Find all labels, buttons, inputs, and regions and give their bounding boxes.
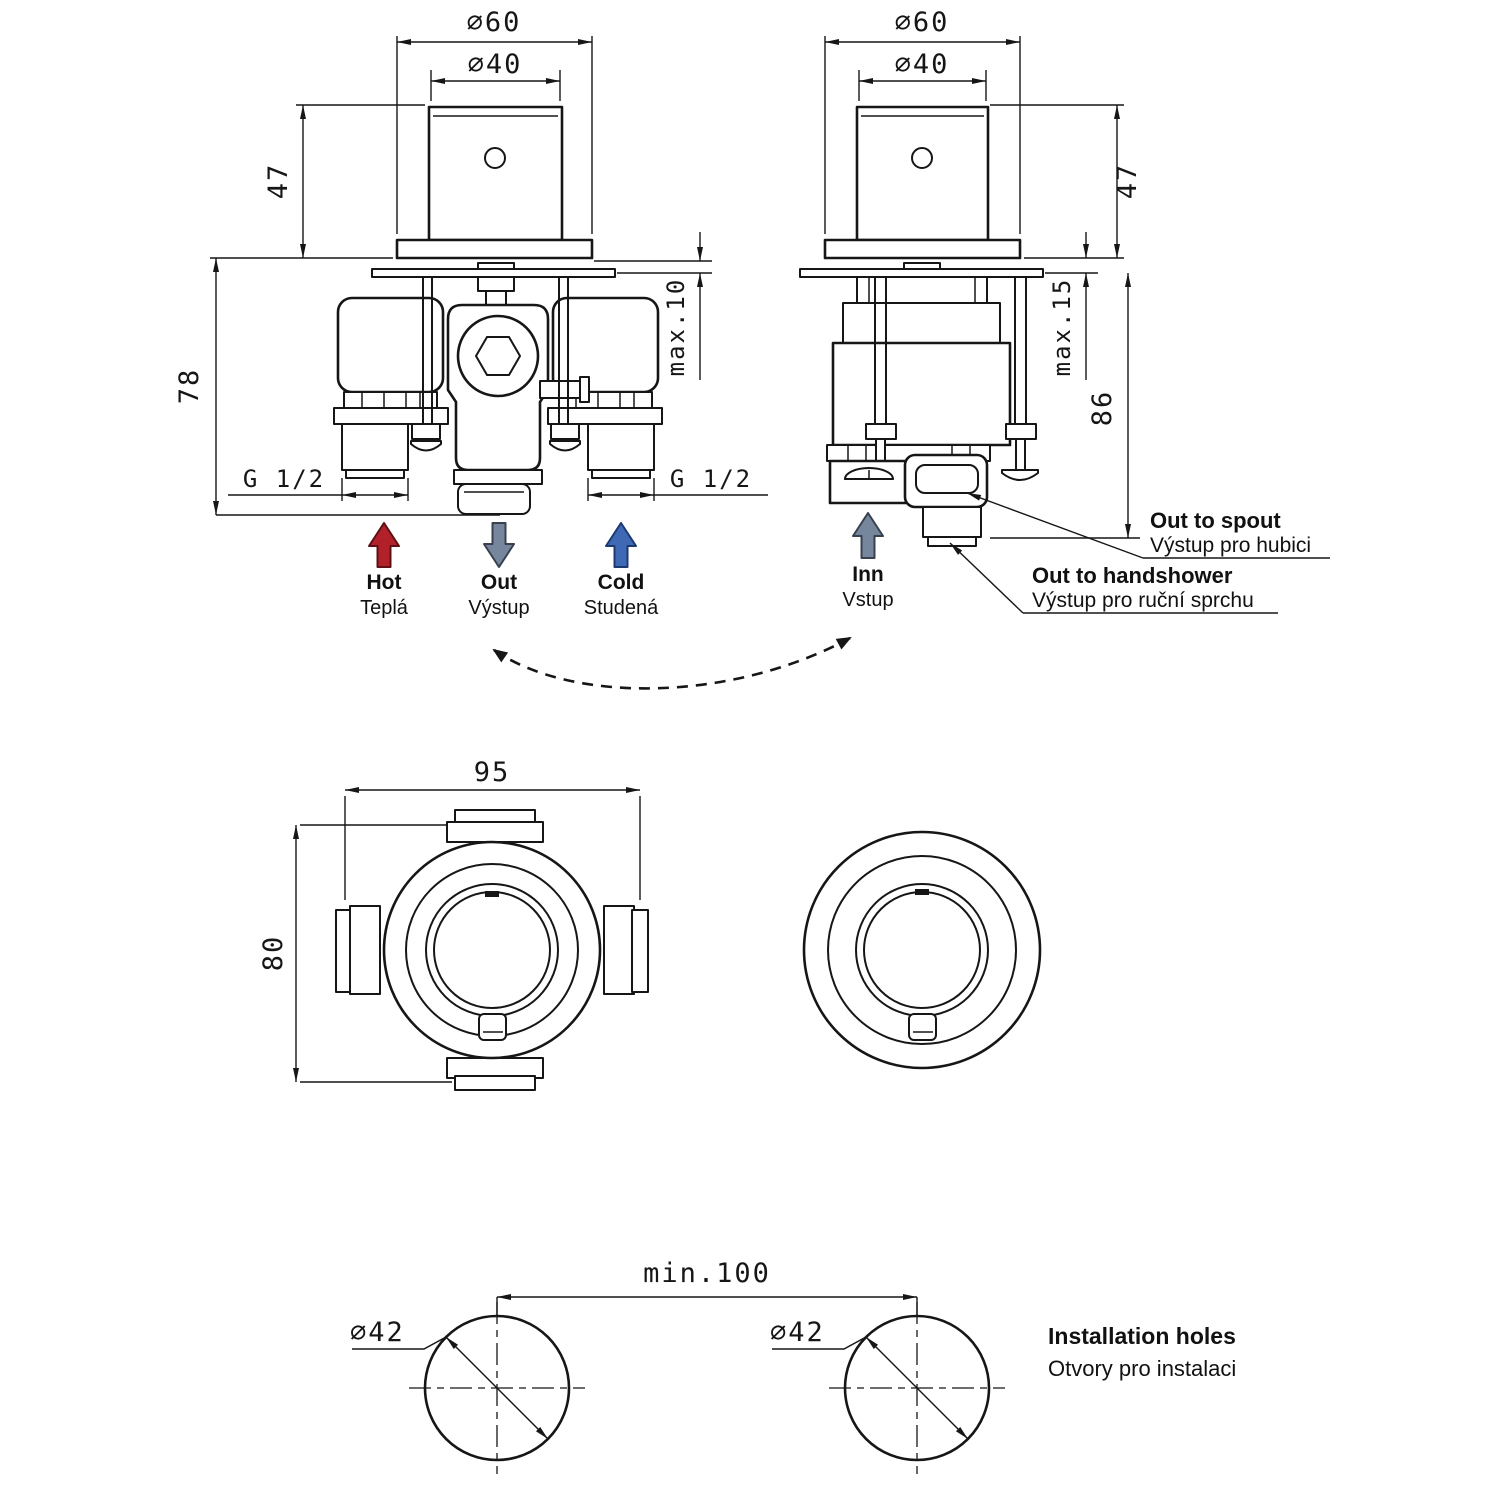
dim-max10: max.10 [662,277,690,377]
knob [429,107,562,240]
dim-47: 47 [1112,162,1143,200]
inn-label-cz: Vstup [842,589,894,611]
dim-d40: ∅40 [467,49,523,80]
cold-label: Cold [597,571,645,594]
dim-95: 95 [473,757,511,788]
valve-body-side [827,277,1010,461]
wall-plate [800,269,1043,277]
dim-d42-left: ∅42 [350,1317,405,1348]
dim-d60: ∅60 [466,7,522,38]
cold-thread-g12 [588,424,654,470]
dim-78: 78 [174,367,205,405]
installation-holes-title: Installation holes [1048,1323,1236,1349]
installation-holes-title-cz: Otvory pro instalaci [1048,1356,1237,1381]
inn-label: Inn [852,563,884,586]
face-view [804,832,1040,1068]
hex-screw-icon [476,337,520,375]
out-port [458,484,530,514]
plate-tab [478,263,514,269]
cold-label-cz: Studená [583,597,659,619]
spout-callout-cz: Výstup pro hubici [1150,534,1312,557]
handle-tab [909,1014,936,1040]
wall-plate [372,269,615,277]
escutcheon-flange [825,240,1020,258]
valve-stem [478,277,514,291]
knob-ring-inner [434,892,550,1008]
dim-g-half-left: G 1/2 [242,465,326,493]
handshower-callout-en: Out to handshower [1032,563,1233,588]
handle-tab [479,1014,506,1040]
spout-callout-en: Out to spout [1150,508,1281,533]
dim-min100: min.100 [643,1258,771,1289]
spout-port [905,455,987,507]
hot-thread-g12 [342,424,408,470]
dim-d60: ∅60 [894,7,950,38]
knob-button [912,148,932,168]
dim-max15: max.15 [1048,277,1076,377]
out-label: Out [480,571,518,594]
handshower-port [923,507,981,546]
handshower-callout-cz: Výstup pro ruční sprchu [1032,589,1254,612]
plate-tab [904,263,940,269]
side-stub [540,381,582,398]
escutcheon-flange [397,240,592,258]
hot-label: Hot [366,571,402,594]
dim-d40: ∅40 [894,49,950,80]
dim-86: 86 [1087,389,1118,427]
inlet-port [830,461,908,503]
dim-g-half-right: G 1/2 [669,465,753,493]
knob [857,107,988,240]
knob-button [485,148,505,168]
hot-label-cz: Teplá [360,597,408,619]
dim-47: 47 [263,162,294,200]
out-label-cz: Výstup [468,597,530,619]
knob-ring-inner [864,892,980,1008]
dim-d42-right: ∅42 [770,1317,825,1348]
dim-80: 80 [258,934,289,972]
index-notch [915,889,929,895]
index-notch [485,891,499,897]
